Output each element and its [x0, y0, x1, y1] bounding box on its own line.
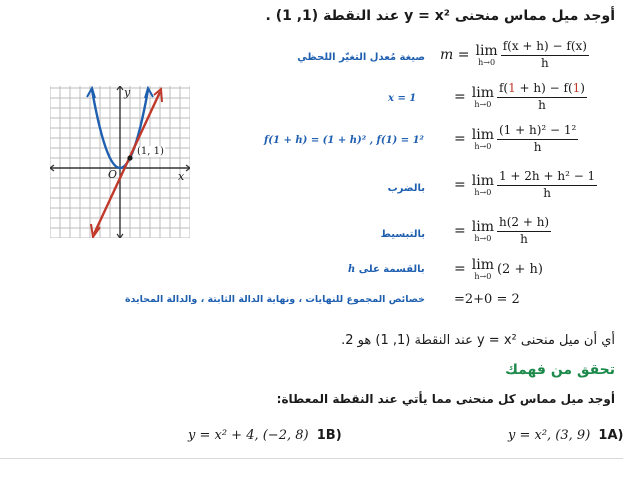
lim-0: lim h→0	[475, 42, 498, 67]
graph	[50, 86, 190, 238]
graph-svg	[50, 86, 190, 238]
exercise-1a-label: 1A)	[598, 428, 623, 443]
point-label: (1, 1)	[137, 146, 164, 157]
step-note-1: x = 1	[388, 93, 417, 104]
axes	[50, 86, 190, 238]
step-note-0: صيغة مُعدل التغيّر اللحظي	[297, 52, 425, 63]
lim-2: lim h→0	[471, 126, 494, 151]
step-note-2: f(1 + h) = (1 + h)² , f(1) = 1²	[264, 135, 424, 146]
exercise-1b	[188, 428, 342, 443]
y-axis-label: y	[124, 86, 131, 99]
conclusion: أي أن ميل منحنى y = x² عند النقطة (1, 1) هو 2.	[341, 333, 615, 348]
fraction-3: $\frac{\text{1 + 2h + h² − 1}}{h}$	[498, 169, 596, 200]
lim-1: lim h→0	[471, 84, 494, 109]
exercise-instruction: أوجد ميل مماس كل منحنى مما يأتي عند النقطة المعطاة:	[276, 392, 615, 406]
fraction-2: $\frac{\text{(1 + h)² − 1²}}{h}$	[498, 123, 577, 154]
step-note-6: خصائص المجموع للنهايات ، ونهاية الدالة الثابتة ، والدالة المحايدة	[124, 294, 425, 305]
lhs-0: m =	[440, 47, 470, 63]
tangent-point	[127, 155, 132, 160]
fraction-1: $\frac{f(1 + h) - f(1)}{h}$	[498, 81, 585, 112]
fraction-4: $\frac{h(2 + h)}{h}$	[498, 215, 550, 246]
fraction-0: $\frac{f(x + h) - f(x)}{h}$	[502, 39, 587, 70]
origin-label: O	[108, 168, 118, 181]
bottom-divider	[0, 458, 623, 459]
step-row-0	[440, 40, 589, 70]
step-row-6: =2+0 = 2	[454, 291, 520, 307]
exercise-1a-expr: y = x², (3, 9)	[508, 428, 591, 443]
step-row-4: = lim h→0 $\frac{h(2 + h)}{h}$	[454, 215, 550, 246]
step-row-1: = lim h→0 $\frac{f(1 + h) - f(1)}{h}$	[454, 81, 585, 112]
step-row-2: = lim h→0 $\frac{\text{(1 + h)² − 1²}}{h}$	[454, 123, 577, 154]
step-row-5: = lim h→0 (2 + h)	[454, 256, 543, 281]
problem-title: أوجد ميل مماس منحنى y = x² عند النقطة (1, 1) .	[265, 8, 615, 24]
lim-4: lim h→0	[471, 218, 494, 243]
step-note-4: بالتبسيط	[380, 229, 425, 240]
check-heading: تحقق من فهمك	[505, 362, 615, 378]
lim-3: lim h→0	[471, 172, 494, 197]
exercise-1b-label: 1B)	[316, 428, 342, 443]
step-row-3: = lim h→0 $\frac{\text{1 + 2h + h² − 1}}{h}$	[454, 169, 596, 200]
step-note-5: h بالقسمة على	[348, 264, 425, 275]
step-note-3: بالضرب	[387, 183, 425, 194]
exercise-1a	[508, 428, 623, 443]
lim-5: lim h→0	[471, 256, 494, 281]
x-axis-label: x	[178, 170, 185, 183]
exercise-1b-expr: y = x² + 4, (−2, 8)	[188, 428, 309, 443]
